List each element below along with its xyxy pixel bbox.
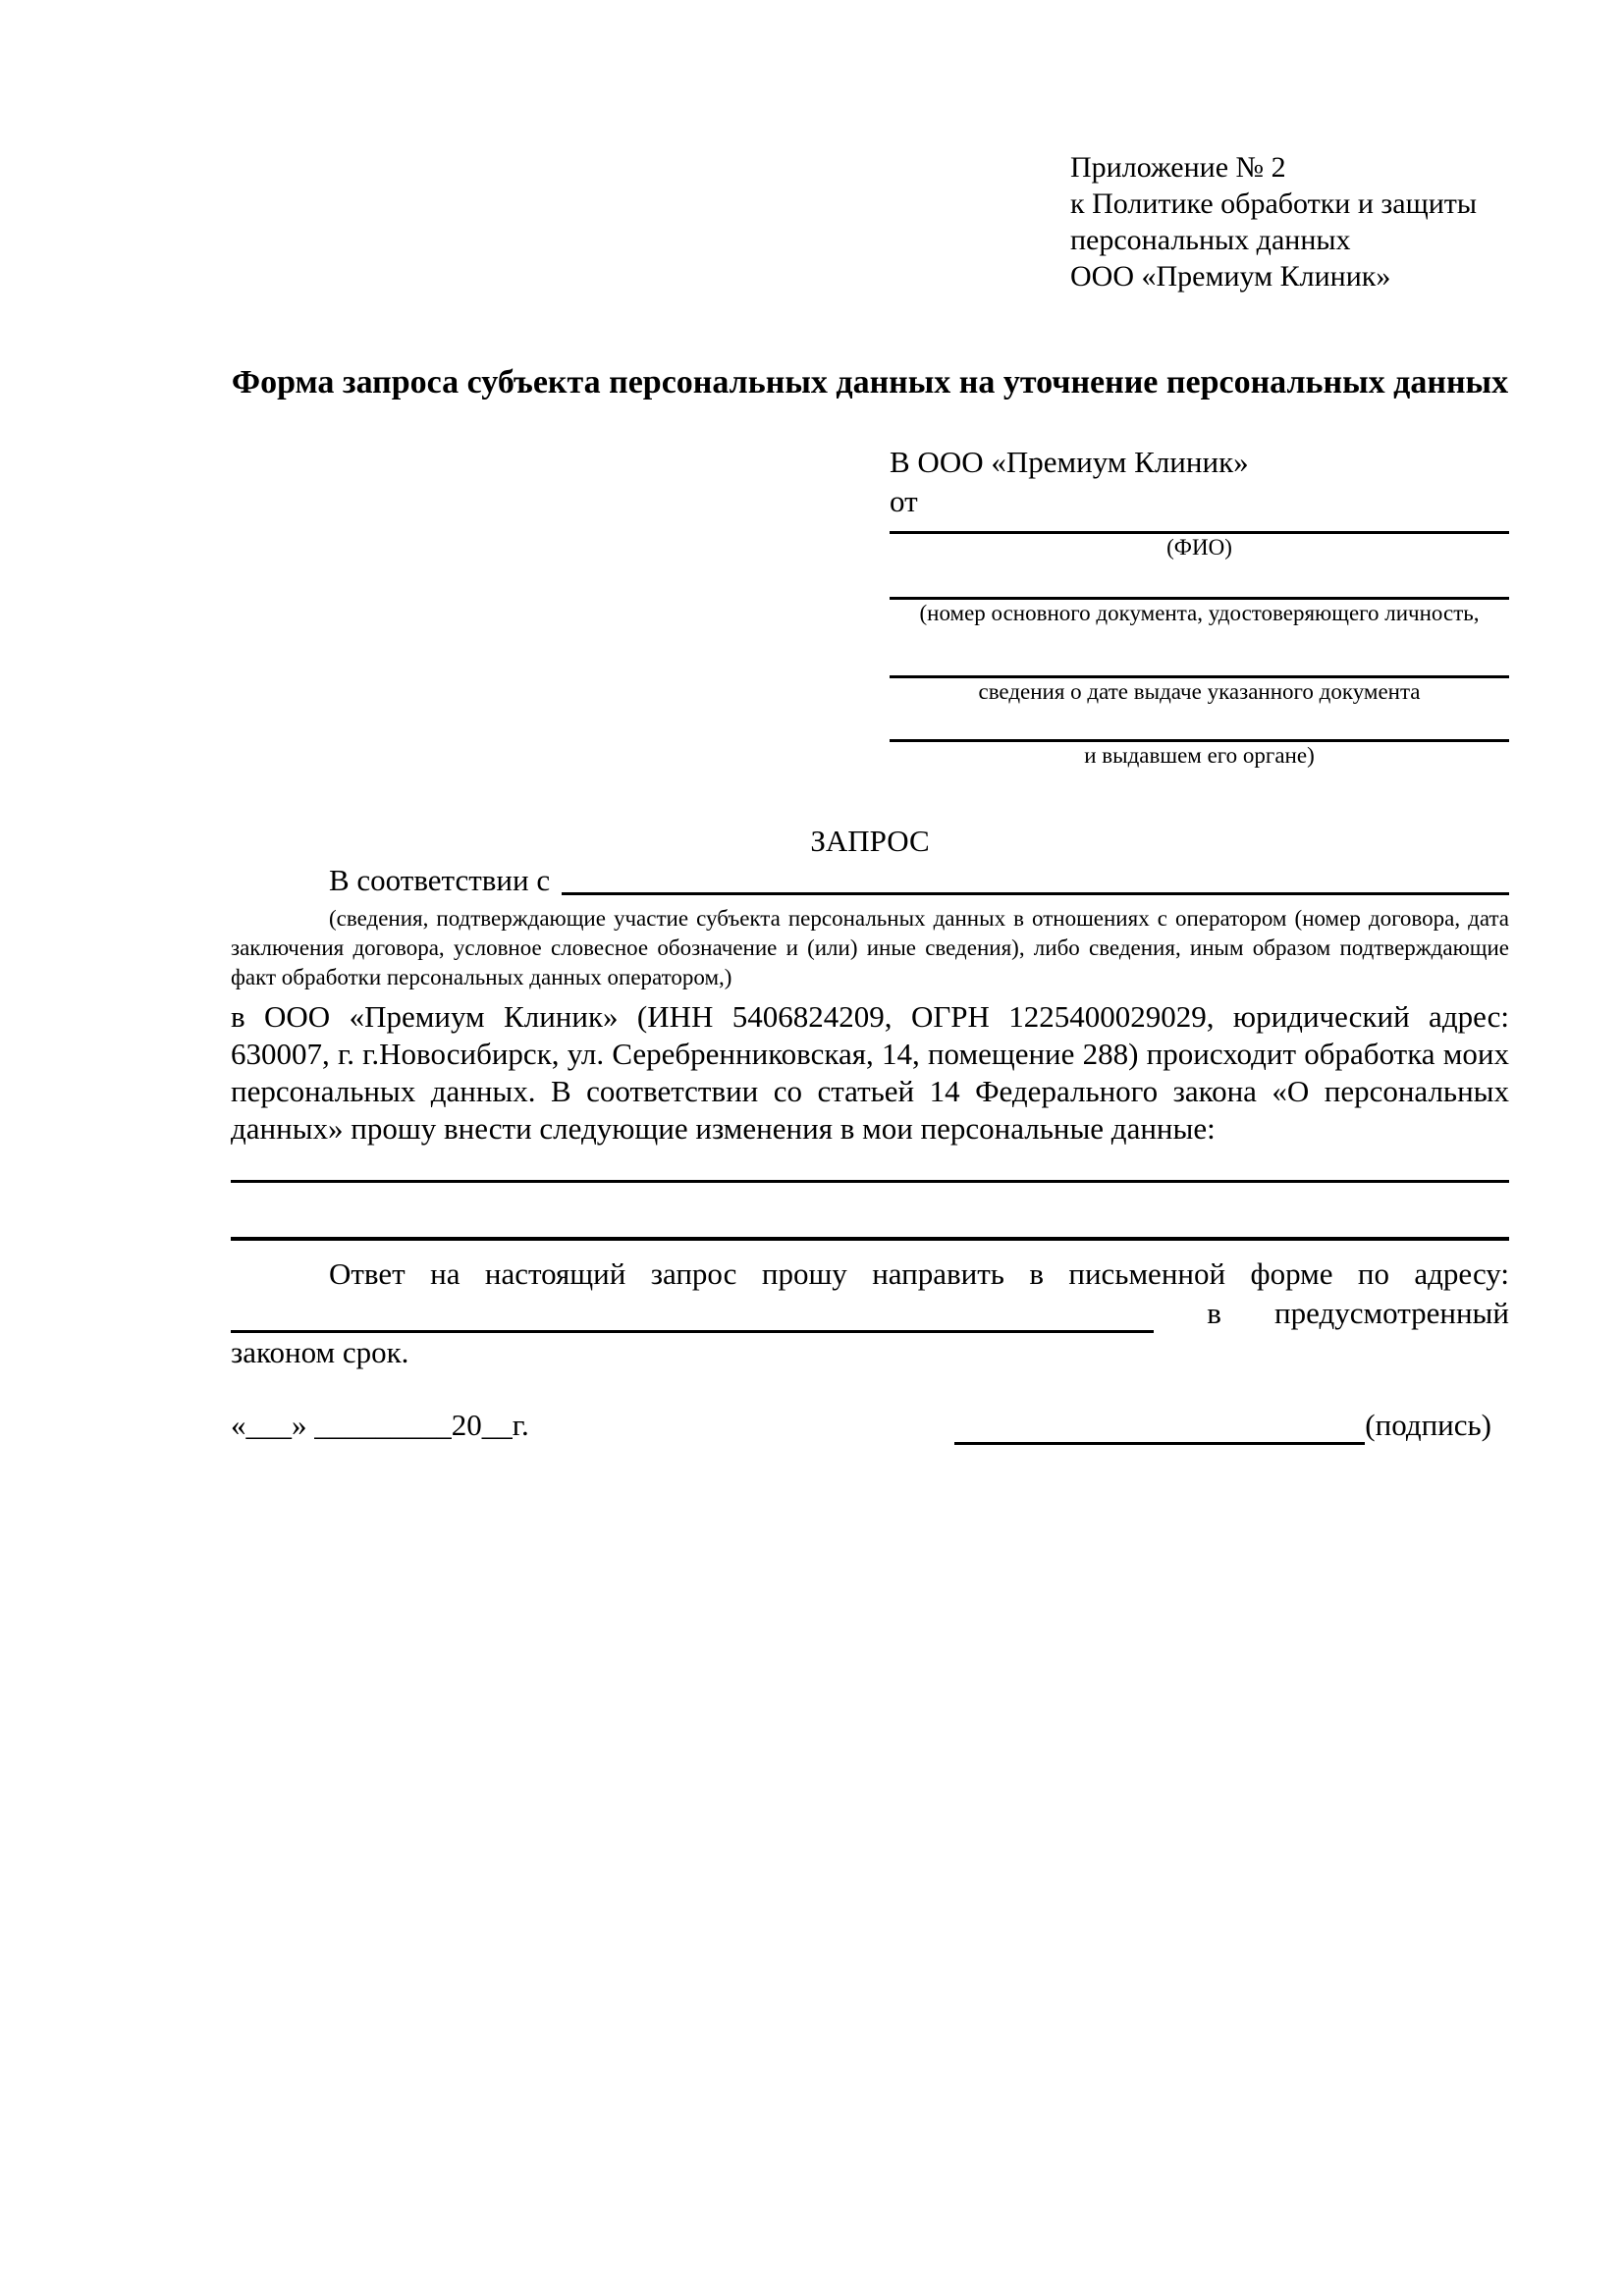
fio-blank-line <box>890 521 1509 534</box>
addressee-to: В ООО «Премиум Клиник» <box>890 445 1249 479</box>
issue-date-caption: сведения о дате выдаче указанного документа <box>978 679 1421 704</box>
response-address-row <box>231 1294 1509 1333</box>
clarification-note: (сведения, подтверждающие участие субъекта персональных данных в отношениях с оператором (номер договора, дата заключения договора, условное словесное обозначение и (или) иные сведения), либо сведения, иным образом подтверждающие факт обработки персональных данных оператором,) <box>231 906 1509 989</box>
relationship-blank-line <box>562 861 1509 895</box>
signature-block <box>954 1406 1491 1445</box>
addressee-block <box>890 443 1509 770</box>
changes-blank-line-1 <box>231 1148 1509 1183</box>
intro-row <box>231 861 1509 900</box>
fio-caption: (ФИО) <box>1166 535 1232 560</box>
header-line-appendix: Приложение № 2 <box>1070 151 1286 184</box>
changes-blank-line-2 <box>231 1183 1509 1241</box>
signature-blank-line <box>954 1411 1365 1445</box>
issuing-authority-blank-line <box>890 706 1509 742</box>
intro-label: В соответствии с <box>329 863 551 897</box>
request-body-paragraph: в ООО «Премиум Клиник» (ИНН 5406824209, ОГРН 1225400029029, юридический адрес: 630007, г. г.Новосибирск, ул. Серебренниковская, 14, помещение 288) происходит обработка моих персональных данных. В соответствии со статьей 14 Федерального закона «О персональных данных» прошу внести следующие изменения в мои персональные данные: <box>231 999 1509 1146</box>
word-in: в <box>1207 1296 1221 1330</box>
issue-date-blank-line <box>890 627 1509 678</box>
footer-row <box>231 1406 1509 1445</box>
request-heading: ЗАПРОС <box>810 824 930 858</box>
addressee-from-label: от <box>890 484 918 518</box>
header-line-policy: к Политике обработки и защиты <box>1070 187 1478 220</box>
response-sentence: Ответ на настоящий запрос прошу направить в письменной форме по адресу: <box>329 1256 1509 1291</box>
document-header <box>1070 149 1509 294</box>
address-blank-line <box>231 1300 1154 1333</box>
header-line-personal-data: персональных данных <box>1070 224 1351 256</box>
issuing-authority-caption: и выдавшем его органе) <box>1084 743 1315 768</box>
word-stipulated: предусмотренный <box>1274 1296 1509 1330</box>
response-tail: законом срок. <box>231 1335 409 1369</box>
document-number-blank-line <box>890 561 1509 600</box>
date-line: «___» _________20__г. <box>231 1408 529 1442</box>
header-line-company: ООО «Премиум Клиник» <box>1070 260 1391 293</box>
signature-caption: (подпись) <box>1365 1408 1491 1442</box>
page-title: Форма запроса субъекта персональных данных на уточнение персональных данных <box>231 364 1509 400</box>
document-number-caption: (номер основного документа, удостоверяющего личность, <box>919 601 1480 625</box>
